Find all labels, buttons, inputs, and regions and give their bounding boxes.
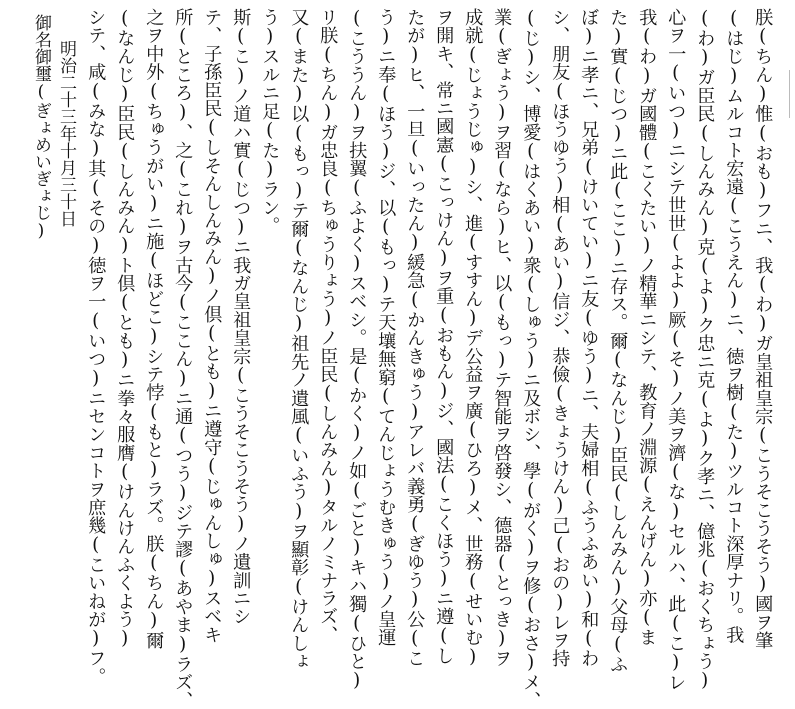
text-column: テ、子孫臣民(しそんしんみん)ノ倶(とも)ニ遵守(じゅんしゅ)スベキ <box>201 8 223 644</box>
text-column: 斯(こ)ノ道ハ實(じつ)ニ我ガ皇祖皇宗(こうそこうそう)ノ遺訓ニシ <box>230 8 252 626</box>
text-column: う)ニ奉(ほう)ジ、以(もっ)テ天壤無窮(てんじょうむきゅう)ノ皇運 <box>375 8 397 647</box>
text-column: (なんじ)臣民(しんみん)ト倶(とも)ニ拳々服膺(けんけんふくよう) <box>114 8 136 650</box>
text-column: 業(ぎょう)ヲ習(なら)ヒ、以(もっ)テ智能ヲ啓發シ、德器(とっき)ヲ <box>491 8 513 668</box>
date-line: 明治二十三年十月三十日 <box>56 40 76 227</box>
text-column: (はじ)ムルコト宏遠(こうえん)ニ、徳ヲ樹(た)ツルコト深厚ナリ。我 <box>723 8 745 644</box>
text-column: ヲ開キ、常ニ國憲(こっけん)ヲ重(おもん)ジ、國法(こくほう)ニ遵(し <box>433 8 455 665</box>
text-column: 之ヲ中外(ちゅうがい)ニ施(ほどこ)シテ悖(もと)ラズ。朕(ちん)爾 <box>143 8 165 650</box>
text-column: リ朕(ちん)ガ忠良(ちゅうりょう)ノ臣民(しんみん)タルノミナラズ、 <box>317 8 339 644</box>
text-column: たが)ヒ、一旦(いったん)緩急(かんきゅう)アレバ義勇(ぎゆう)公(こ <box>404 8 426 668</box>
text-column: (じ)シ、博愛(はくあい)衆(しゅう)ニ及ボシ、學(がく)ヲ修(おさ)メ、 <box>520 8 542 709</box>
text-column: 心ヲ一(いつ)ニシテ世世(よよ)厥(そ)ノ美ヲ濟(な)セルハ、此(こ)レ <box>665 8 687 692</box>
text-column: う)スルニ足(た)ラン。 <box>259 8 281 235</box>
text-column: 所(ところ)、之(これ)ヲ古今(ここん)ニ通(つう)ジテ謬(あやま)ラズ、 <box>172 8 194 709</box>
text-column: (わ)ガ臣民(しんみん)克(よ)ク忠ニ克(よ)ク孝ニ、億兆(おくちょう) <box>694 8 716 692</box>
text-column: 成就(じょうじゅ)シ、進(すすん)デ公益ヲ廣(ひろ)メ、世務(せいむ) <box>462 8 484 668</box>
page-edge-divider <box>789 70 790 118</box>
text-column: ぼ)ニ孝ニ、兄弟(けいてい)ニ友(ゆう)ニ、夫婦相(ふうふあい)和(わ <box>578 8 600 668</box>
text-column: 又(また)以(もっ)テ爾(なんじ)祖先ノ遺風(いふう)ヲ顯彰(けんしょ <box>288 8 310 671</box>
text-column: (こううん)ヲ扶翼(ふよく)スベシ。是(かく)ノ如(ごと)キハ獨(ひと) <box>346 8 368 692</box>
imperial-seal-line: 御名御璽(ぎょめいぎょじ) <box>31 14 51 241</box>
text-column: シ、朋友(ほうゆう)相(あい)信ジ、恭儉(きょうけん)己(おの)レヲ持 <box>549 8 571 668</box>
text-column: シテ、咸(みな)其(その)徳ヲ一(いつ)ニセンコトヲ庶幾(こいねが)フ。 <box>85 8 107 686</box>
text-column: た)實(じつ)ニ此(ここ)ニ存ス。爾(なんじ)臣民(しんみん)父母(ふ <box>607 8 629 673</box>
text-column: 我(わ)ガ國體(こくたい)ノ精華ニシテ、教育ノ淵源(えんげん)亦(ま <box>636 8 658 647</box>
text-column: 朕(ちん)惟(おも)フニ、我(わ)ガ皇祖皇宗(こうそこうそう)國ヲ肇 <box>752 8 774 650</box>
